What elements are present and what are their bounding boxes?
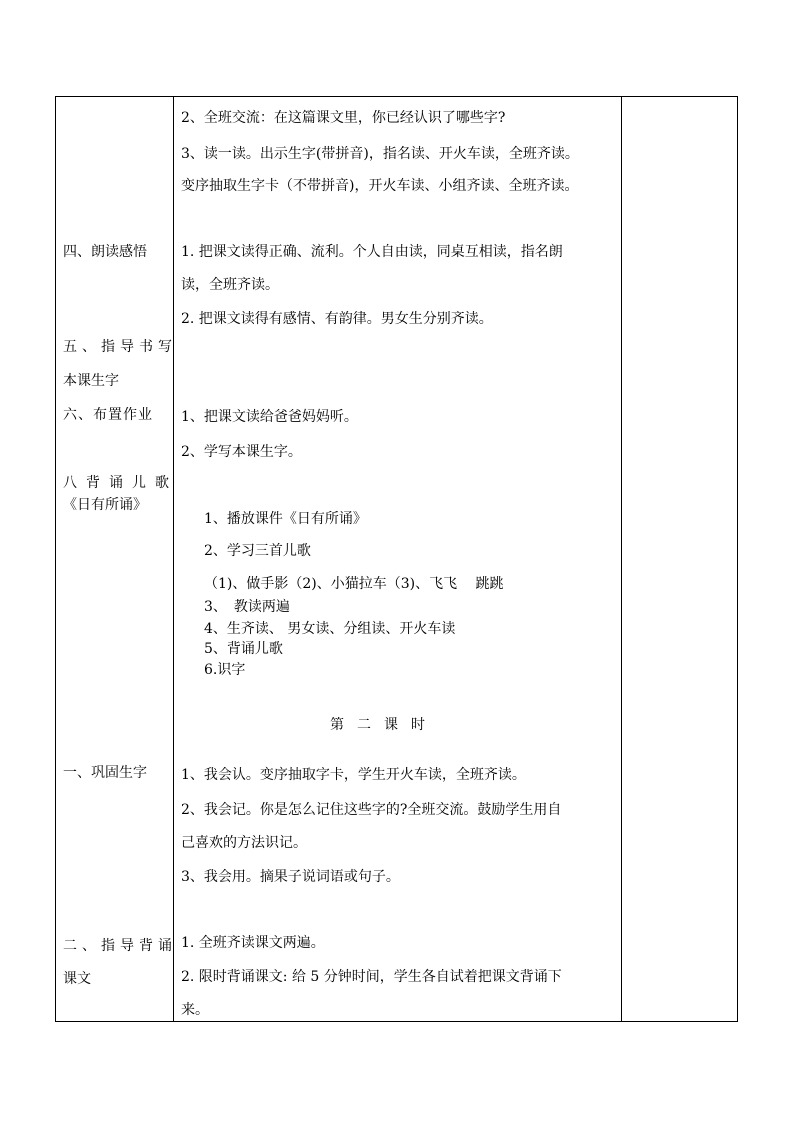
activity-line: 6.识字 bbox=[204, 662, 246, 678]
step-label-continued: 本课生字 bbox=[63, 373, 119, 389]
activity-line: 1、我会认。变序抽取字卡，学生开火车读，全班齐读。 bbox=[181, 767, 526, 783]
step-label-continued: 课文 bbox=[63, 971, 91, 987]
step-label: 六、布置作业 bbox=[63, 407, 153, 423]
step-label: 二、指导背诵 bbox=[63, 938, 177, 954]
activity-line: 2. 把课文读得有感情、有韵律。男女生分别齐读。 bbox=[181, 311, 493, 327]
step-label-continued: 《日有所诵》 bbox=[63, 497, 147, 513]
activity-line: 己喜欢的方法识记。 bbox=[181, 835, 307, 851]
activity-line: 2、全班交流：在这篇课文里，你已经认识了哪些字? bbox=[181, 110, 506, 126]
activity-line: 来。 bbox=[181, 1002, 209, 1018]
step-label: 八背诵儿歌 bbox=[63, 475, 178, 491]
step-label: 四、朗读感悟 bbox=[63, 244, 147, 260]
activity-line: 2、学写本课生字。 bbox=[181, 444, 302, 460]
activity-line: 5、背诵儿歌 bbox=[204, 641, 283, 657]
activity-line: 2. 限时背诵课文: 给 5 分钟时间，学生各自试着把课文背诵下 bbox=[181, 969, 562, 985]
activity-line: 2、我会记。你是怎么记住这些字的?全班交流。鼓励学生用自 bbox=[181, 802, 562, 818]
activity-line: 3、 教读两遍 bbox=[204, 599, 290, 615]
activity-line: 2、学习三首儿歌 bbox=[204, 543, 311, 559]
activity-line: 读，全班齐读。 bbox=[181, 277, 279, 293]
step-label: 五、指导书写 bbox=[63, 339, 177, 355]
activity-line: 1、播放课件《日有所诵》 bbox=[204, 511, 367, 527]
activity-line: 1. 全班齐读课文两遍。 bbox=[181, 935, 325, 951]
activity-line: （1)、做手影（2)、小猫拉车（3)、飞飞 跳跳 bbox=[204, 576, 504, 592]
step-label: 一、巩固生字 bbox=[63, 765, 147, 781]
column-divider-right bbox=[621, 97, 622, 1021]
lesson-title: 第二课时 bbox=[330, 717, 438, 733]
activity-line: 3、读一读。出示生字(带拼音)，指名读、开火车读，全班齐读。 bbox=[181, 146, 579, 162]
activity-line: 1. 把课文读得正确、流利。个人自由读，同桌互相读，指名朗 bbox=[181, 244, 563, 260]
activity-line: 1、把课文读给爸爸妈妈听。 bbox=[181, 409, 358, 425]
activity-line: 4、生齐读、 男女读、分组读、开火车读 bbox=[204, 621, 456, 637]
activity-line: 变序抽取生字卡（不带拼音)，开火车读、小组齐读、全班齐读。 bbox=[181, 178, 579, 194]
activity-line: 3、我会用。摘果子说词语或句子。 bbox=[181, 869, 400, 885]
column-divider-left bbox=[173, 97, 174, 1021]
